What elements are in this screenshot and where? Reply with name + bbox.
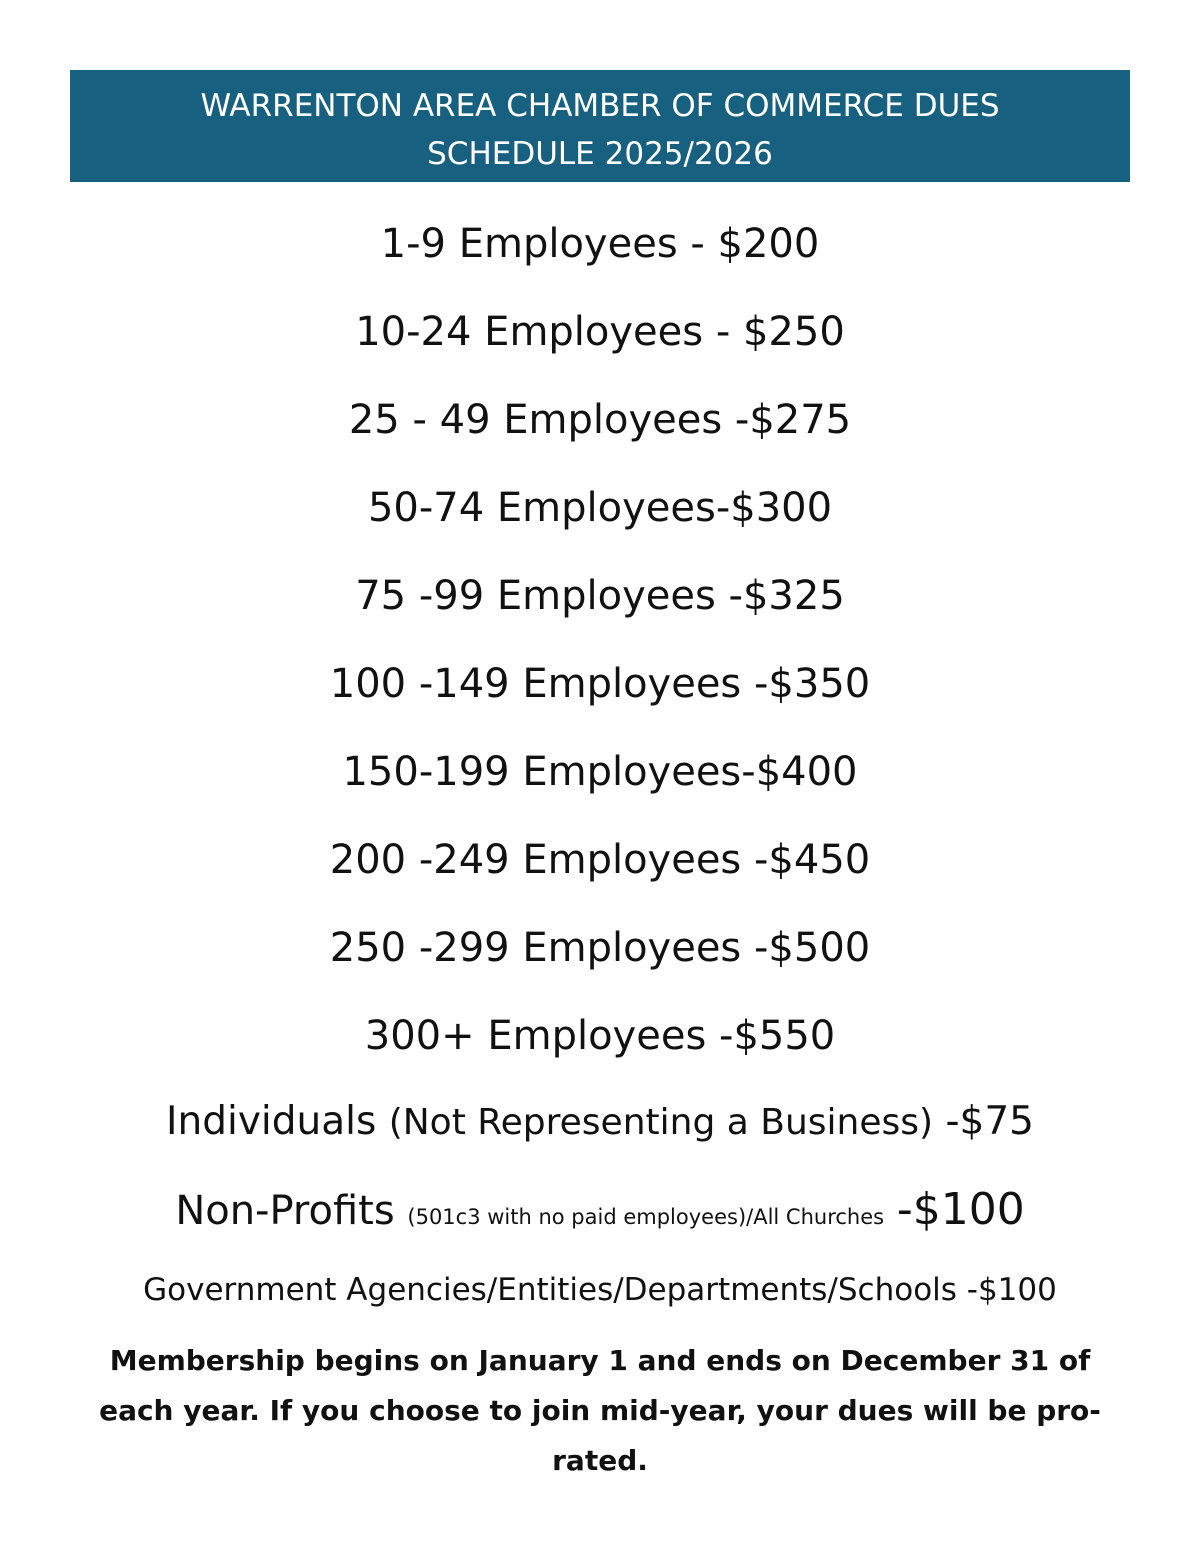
title-line-1: WARRENTON AREA CHAMBER OF COMMERCE DUES — [200, 88, 1000, 124]
title-banner — [70, 70, 1130, 182]
individuals-note: (Not Representing a Business) — [388, 1102, 934, 1143]
nonprofits-rate — [0, 1184, 1200, 1243]
nonprofits-label: Non-Profits — [175, 1188, 395, 1234]
tier-100-149: 100 -149 Employees -$350 — [329, 661, 871, 707]
government-rate: Government Agencies/Entities/Departments/Schools -$100 — [143, 1272, 1057, 1308]
tier-25-49: 25 - 49 Employees -$275 — [348, 397, 852, 443]
tier-150-199: 150-199 Employees-$400 — [342, 749, 858, 795]
tier-300-plus: 300+ Employees -$550 — [364, 1013, 836, 1059]
membership-note: Membership begins on January 1 and ends on December 31 of each year. If you choose to join mid-year, your dues will be pro-rated. — [99, 1344, 1101, 1477]
nonprofits-note: (501c3 with no paid employees)/All Churches — [407, 1205, 885, 1229]
tier-250-299: 250 -299 Employees -$500 — [329, 925, 871, 971]
tier-200-249: 200 -249 Employees -$450 — [329, 837, 871, 883]
tier-10-24: 10-24 Employees - $250 — [355, 309, 845, 355]
individuals-rate — [0, 1096, 1200, 1149]
employee-tier-list — [0, 214, 1200, 1094]
title-line-2: SCHEDULE 2025/2026 — [427, 136, 773, 172]
individuals-price: -$75 — [945, 1099, 1034, 1144]
individuals-label: Individuals — [166, 1099, 377, 1144]
tier-50-74: 50-74 Employees-$300 — [367, 485, 833, 531]
tier-1-9: 1-9 Employees - $200 — [380, 221, 820, 267]
nonprofits-price: -$100 — [896, 1184, 1025, 1235]
tier-75-99: 75 -99 Employees -$325 — [355, 573, 845, 619]
